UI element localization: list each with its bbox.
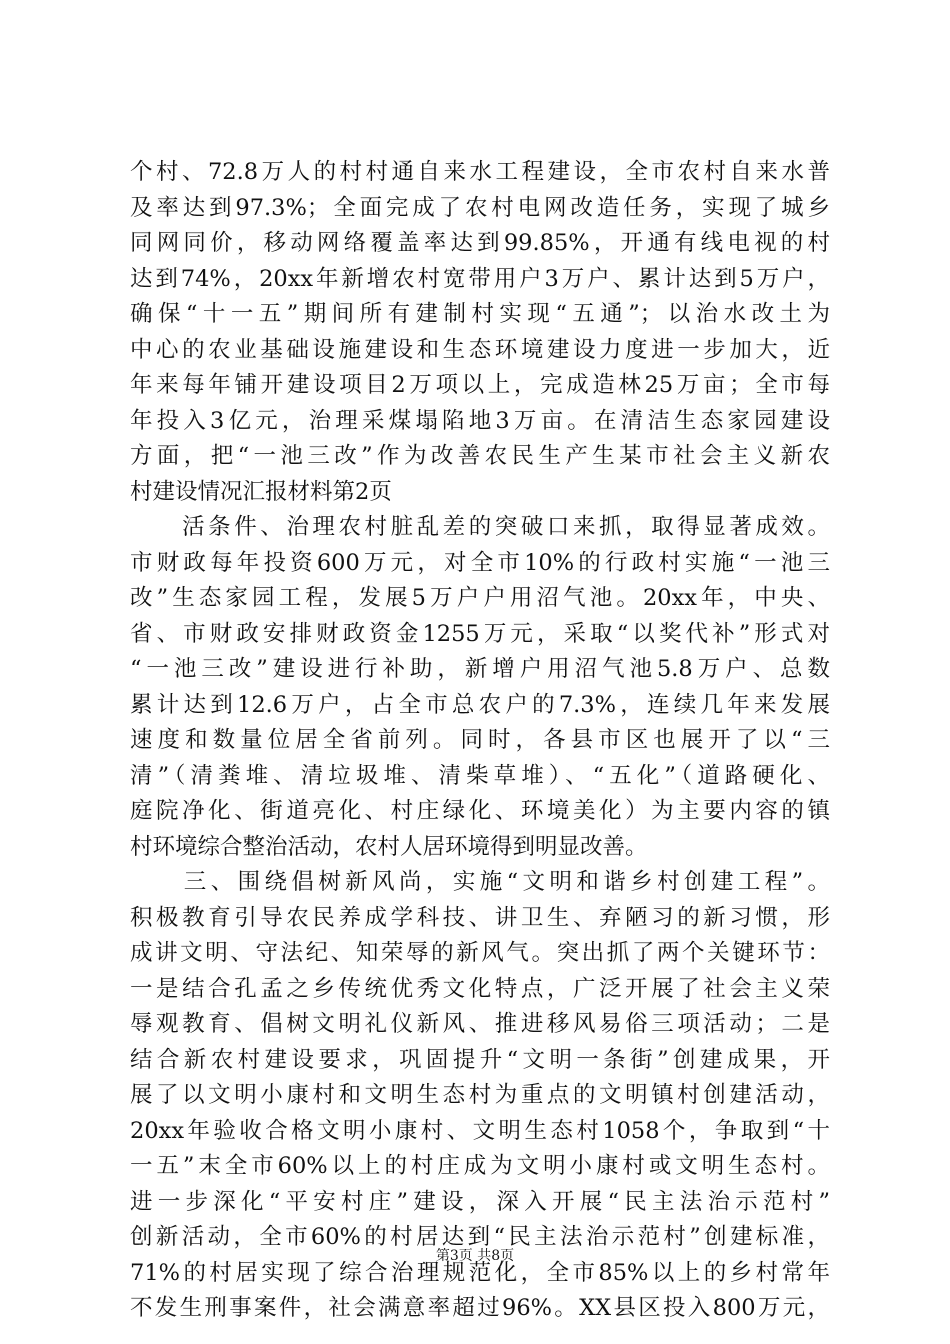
text-line: 三、围绕倡树新风尚，实施“文明和谐乡村创建工程”。 [130,869,830,895]
text-line: 20xx年验收合格文明小康村、文明生态村1058个，争取到“十 [130,1117,830,1144]
text-line: 活条件、治理农村脏乱差的突破口来抓，取得显著成效。 [130,514,830,540]
text-line: 进一步深化“平安村庄”建设，深入开展“民主法治示范村” [130,1188,830,1215]
text-line: 中心的农业基础设施建设和生态环境建设力度进一步加大，近 [130,336,830,363]
document-body [130,155,830,1327]
text-line: 成讲文明、守法纪、知荣辱的新风气。突出抓了两个关键环节： [130,940,830,966]
text-line: 创新活动，全市60%的村居达到“民主法治示范村”创建标准， [130,1224,830,1250]
text-line: 方面，把“一池三改”作为改善农民生产生某市社会主义新农 [130,443,830,469]
page-number: 第3页 共8页 [435,1248,515,1264]
text-line: 展了以文明小康村和文明生态村为重点的文明镇村创建活动， [130,1082,830,1108]
text-line: 改”生态家园工程，发展5万户户用沼气池。20xx年，中央、 [130,585,830,611]
text-line: 省、市财政安排财政资金1255万元，采取“以奖代补”形式对 [130,620,830,647]
text-line: 清”（清粪堆、清垃圾堆、清柴草堆）、“五化”（道路硬化、 [130,762,830,789]
text-line: 个村、72.8万人的村村通自来水工程建设，全市农村自来水普 [130,159,830,185]
text-line: 村环境综合整治活动，农村人居环境得到明显改善。 [130,833,648,860]
text-line: 年来每年铺开建设项目2万项以上，完成造林25万亩；全市每 [130,372,830,398]
text-line: 年投入3亿元，治理采煤塌陷地3万亩。在清洁生态家园建设 [130,407,830,434]
text-line: 辱观教育、倡树文明礼仪新风、推进移风易俗三项活动；二是 [130,1011,830,1037]
text-line: 速度和数量位居全省前列。同时，各县市区也展开了以“三 [130,727,830,753]
text-line: “一池三改”建设进行补助，新增户用沼气池5.8万户、总数 [130,656,830,682]
text-line: 及率达到97.3%；全面完成了农村电网改造任务，实现了城乡 [130,194,830,221]
text-line: 村建设情况汇报材料第2页 [130,478,392,505]
text-line: 同网同价，移动网络覆盖率达到99.85%，开通有线电视的村 [130,230,830,256]
text-line: 结合新农村建设要求，巩固提升“文明一条街”创建成果，开 [130,1046,830,1073]
text-line: 市财政每年投资600万元，对全市10%的行政村实施“一池三 [130,549,830,576]
text-line: 积极教育引导农民养成学科技、讲卫生、弃陋习的新习惯，形 [130,904,830,931]
page-footer [0,1246,950,1266]
text-line: 不发生刑事案件，社会满意率超过96%。XX县区投入800万元， [130,1295,830,1321]
text-line: 累计达到12.6万户，占全市总农户的7.3%，连续几年来发展 [130,691,830,718]
text-line: 一是结合孔孟之乡传统优秀文化特点，广泛开展了社会主义荣 [130,975,830,1002]
text-line: 一五”末全市60%以上的村庄成为文明小康村或文明生态村。 [130,1153,830,1179]
text-line: 庭院净化、街道亮化、村庄绿化、环境美化）为主要内容的镇 [130,798,830,824]
text-line: 确保“十一五”期间所有建制村实现“五通”；以治水改土为 [130,301,830,327]
text-line: 71%的村居实现了综合治理规范化，全市85%以上的乡村常年 [130,1259,830,1286]
text-line: 达到74%，20xx年新增农村宽带用户3万户、累计达到5万户， [130,265,830,292]
